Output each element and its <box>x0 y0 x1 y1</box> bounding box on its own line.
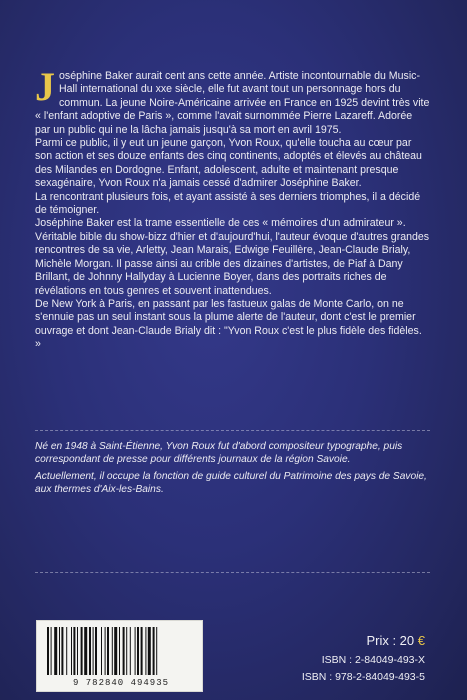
price <box>366 633 425 648</box>
blurb-paragraph-6: De New York à Paris, en passant par les fastueux galas de Monte Carlo, on ne s'ennuie pas un seul instant sous la plume alerte de l'auteur, dont c'est le premier ouvrage et dont Jean-Claude Brialy dit : "Yvon Roux c'est le plus fidèle des fidèles. » <box>35 297 422 351</box>
drop-cap: J <box>35 64 55 109</box>
price-label: Prix : 20 <box>366 633 415 648</box>
author-bio <box>35 440 430 500</box>
bio-paragraph-2: Actuellement, il occupe la fonction de guide culturel du Patrimoine des pays de Savoie, aux thermes d'Aix-les-Bains. <box>35 470 427 496</box>
divider-bottom <box>35 572 430 573</box>
barcode <box>36 620 203 692</box>
back-cover-blurb <box>35 64 430 352</box>
currency-symbol: € <box>417 633 425 648</box>
barcode-bars <box>47 627 195 675</box>
blurb-paragraph-4: Joséphine Baker est la trame essentielle de ces « mémoires d'un admirateur ». <box>35 217 406 230</box>
blurb-paragraph-1-text: oséphine Baker aurait cent ans cette année. Artiste incontournable du Music-Hall international du xxe siècle, elle fut avant tout un personnage hors du commun. La jeune Noire-Américaine arrivée en France en 1925 devint très vite « l'enfant adoptive de Paris », comme l'avait surnommée Pierre Lazareff. Adorée par un public qui ne la lâcha jamais jusqu'à sa mort en avril 1975. <box>35 70 430 136</box>
divider-top <box>35 430 430 431</box>
bio-paragraph-1: Né en 1948 à Saint-Étienne, Yvon Roux fut d'abord compositeur typographe, puis correspondant de presse pour différents journaux de la région Savoie. <box>35 441 403 466</box>
blurb-paragraph-5: Véritable bible du show-bizz d'hier et d'aujourd'hui, l'auteur évoque d'autres grandes rencontres de sa vie, Arletty, Jean Marais, Edwige Feuillère, Jean-Claude Brialy, Michèle Morgan. Il passe ainsi au crible des dizaines d'artistes, de Piaf à Dany Brillant, de Johnny Hallyday à Lucienne Boyer, dans des portraits riches de révélations en tous genres et souvent inattendues. <box>35 230 430 297</box>
barcode-digits: 9 782840 494935 <box>72 678 169 688</box>
blurb-paragraph-3: La rencontrant plusieurs fois, et ayant assisté à ses derniers triomphes, il a décidé de témoigner. <box>35 190 421 217</box>
blurb-paragraph-2: Parmi ce public, il y eut un jeune garçon, Yvon Roux, qu'elle toucha au cœur par son action et ses douze enfants des cinq continents, adoptés et élevés au château des Milandes en Dordogne. Enfant, adolescent, adulte et maintenant presque sexagénaire, Yvon Roux n'a jamais cessé d'admirer Joséphine Baker. <box>35 137 422 190</box>
isbn-10: ISBN : 2-84049-493-X <box>321 654 425 666</box>
blurb-paragraph-1 <box>35 64 430 137</box>
isbn-13: ISBN : 978-2-84049-493-5 <box>301 671 425 683</box>
